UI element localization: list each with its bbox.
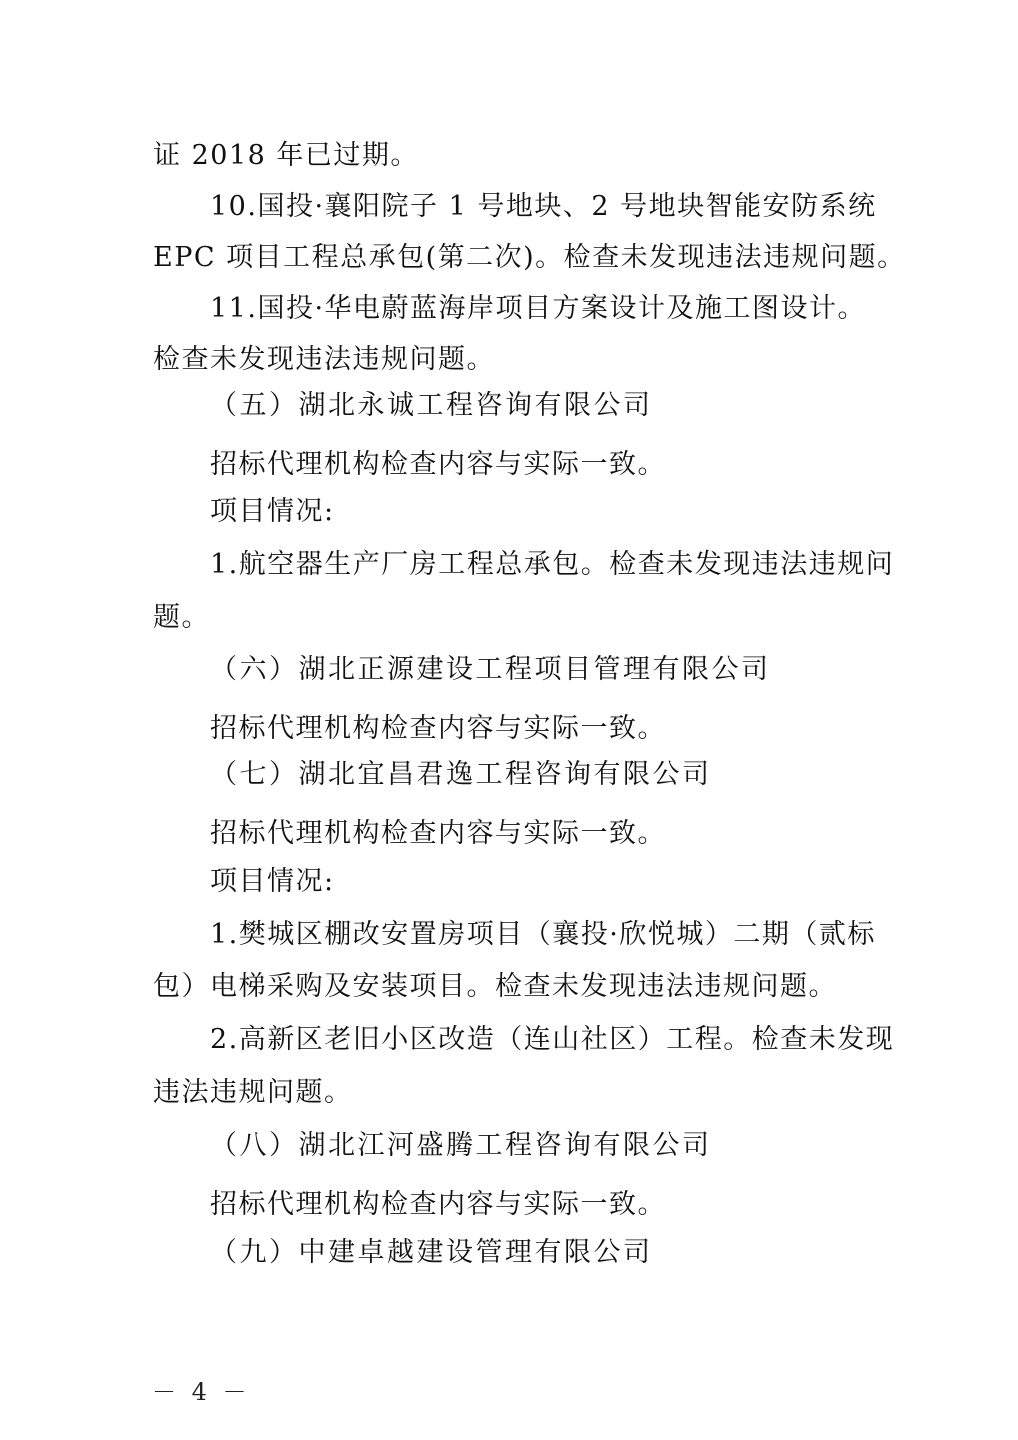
section-heading: （六）湖北正源建设工程项目管理有限公司 [210,654,771,685]
paragraph-line: 1.樊城区棚改安置房项目（襄投·欣悦城）二期（贰标 [210,919,876,950]
paragraph-line: 2.高新区老旧小区改造（连山社区）工程。检查未发现 [210,1024,895,1055]
section-heading: （九）中建卓越建设管理有限公司 [210,1237,653,1268]
paragraph-line: EPC 项目工程总承包(第二次)。检查未发现违法违规问题。 [153,242,906,273]
section-heading: （五）湖北永诚工程咨询有限公司 [210,390,653,421]
paragraph-line: 包）电梯采购及安装项目。检查未发现违法违规问题。 [153,971,837,1002]
paragraph-line: 10.国投·襄阳院子 1 号地块、2 号地块智能安防系统 [210,191,877,222]
paragraph-line: 1.航空器生产厂房工程总承包。检查未发现违法违规问 [210,549,895,580]
paragraph-line: 招标代理机构检查内容与实际一致。 [210,713,666,744]
paragraph-line: 项目情况: [210,496,335,527]
section-heading: （八）湖北江河盛腾工程咨询有限公司 [210,1130,712,1161]
paragraph-line: 招标代理机构检查内容与实际一致。 [210,818,666,849]
paragraph-line: 题。 [153,602,210,633]
paragraph-line: 11.国投·华电蔚蓝海岸项目方案设计及施工图设计。 [210,293,867,324]
section-heading: （七）湖北宜昌君逸工程咨询有限公司 [210,759,712,790]
paragraph-line: 违法违规问题。 [153,1077,353,1108]
page-number: － 4 － [152,1378,251,1406]
paragraph-line: 项目情况: [210,866,335,897]
paragraph-line: 招标代理机构检查内容与实际一致。 [210,449,666,480]
paragraph-line: 招标代理机构检查内容与实际一致。 [210,1189,666,1220]
paragraph-line: 检查未发现违法违规问题。 [153,344,495,375]
paragraph-line: 证 2018 年已过期。 [153,140,419,171]
